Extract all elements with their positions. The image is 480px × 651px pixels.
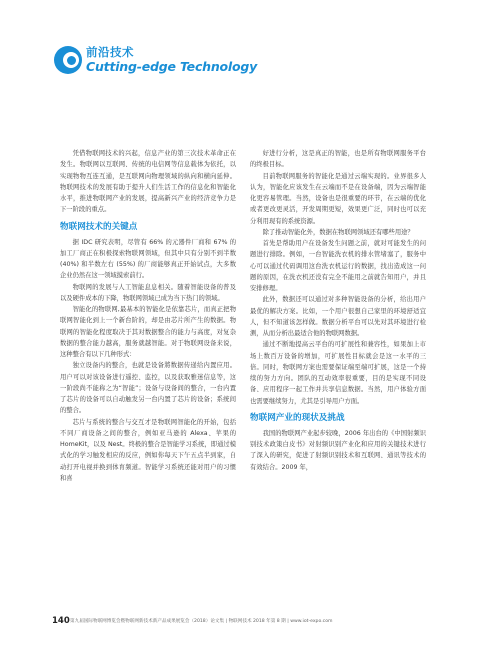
paragraph: 目前物联网服务的智能化是通过云端实现的。业界很多人认为，智能化应该发生在云端而不是在设备端，因为云端智能化更容易管理。当然，设备也是很重要的环节，在云端的优化或者更改更灵活，开发周期更短，效果更广泛，同时也可以充分利用现有的系统资源。 bbox=[250, 172, 426, 225]
section-heading: 物联网技术的关键点 bbox=[60, 221, 138, 232]
paragraph: 好进行分析，这是真正的智能，也是所有物联网服务平台的终极目标。 bbox=[250, 150, 426, 169]
paragraph: 据 IDC 研究表明，尽管有 66% 的元器件厂商和 67% 的加工厂商正在积极探索物联网领域，但其中只有分别不到半数 (40%) 和半数左右 (55%) 的厂商能够真正开始试点，大多数企业仍然在这一领域摸索前行。 bbox=[60, 238, 236, 280]
page-footer bbox=[52, 616, 452, 630]
section-heading: 物联网产业的现状及挑战 bbox=[250, 412, 345, 423]
page-number: 140 bbox=[52, 616, 70, 626]
running-footer: 第九届国际物联网博览会暨物联网新技术新产品成果展览会（2018）论文集 | 物联网技术 2018 年第 8 期 | www.iot-expo.com bbox=[70, 619, 333, 624]
section-logo-icon bbox=[54, 46, 82, 74]
paragraph: 芯片与系统的整合与交互才是物联网智能化的开始，包括不同厂商设备之间的整合，例如亚马逊的 Alexa、苹果的 HomeKit，以及 Nest。终极的整合是智能学习系统，即通过模式化的学习触发相应的反应，例如你每天下午五点半到家，自动打开电视并换到体育频道。智能学习系统还能对用户的习惯和喜 bbox=[60, 418, 236, 482]
paragraph: 此外，数据还可以通过对多种智能设备的分析，给出用户最优的解决方案。比如，一个用户很想自己家里的环境舒适宜人，但不知道该怎样做。数据分析平台可以先对其环境进行检测，从而分析出最适合他的物联网数据。 bbox=[250, 296, 426, 337]
paragraph: 智能化的物联网,最基本的智能化是依靠芯片，而真正把物联网智能化到上一个新台阶的，却是由芯片所产生的数据。物联网的智能化程度取决于其对数据整合的能力与高度，对复杂数据的整合能力越高，服务就越智能。对于物联网设备来说，这种整合有以下几种形式： bbox=[60, 306, 236, 358]
paragraph: 首先是帮助用户在设备发生问题之前，就对可能发生的问题进行排除。例如，一台智能洗衣机的排水管堵塞了，服务中心可以通过代码调用这台洗衣机运行的数据，找出造成这一问题的原因，在洗衣机还没有完全不能用之前就告知用户，并且安排修理。 bbox=[250, 240, 426, 292]
right-column bbox=[250, 148, 426, 473]
paragraph: 物联网的发展与人工智能息息相关。随着智能设备的普及以及硬件成本的下降，物联网领域已成为当下热门的领域。 bbox=[60, 283, 236, 302]
paragraph: 凭借物联网技术的兴起，信息产业的第三次技术革命正在发生。物联网以互联网、传统的电信网等信息载体为依托，以实现物物互连互通，是互联网向物理领域的纵向和横向延伸。物联网技术的发展有助于提升人们生活工作的信息化和智能化水平，推进物联网产业的发展，提高新兴产业的经济竞争力是下一阶段的重点。 bbox=[60, 150, 236, 214]
paragraph: 独立设备内的整合，也就是设备將数据传递给内置应用。用户可以对该设备进行遥控、监控，以及获取雅迷信息等，这一阶段尚不能称之为“智能”；设备与设备间的整合，一台内置了芯片的设备可以自动触发另一台内置了芯片的设备；系统间的整合。 bbox=[60, 362, 236, 415]
paragraph: 我国的物联网产业起步较晚，2006 年出台的《中国射频识别技术政策白皮书》对射频识别产业化和应用的关键技术进行了深入的研究，促进了射频识别技术和互联网、通讯等技术的有效结合。2009 年， bbox=[250, 429, 426, 471]
paragraph: 通过不断地提高云平台的可扩展性和兼容性，如果加上市场上数百万设备的增加，可扩展性目标就会是这一水平的三倍。同时，物联网方案也需要保证端至端可扩展，这是一个持续的努力方向。团队的互动效率很重要，目的是实现不同设备、应用程序一起工作并共享信息数据。当然，用户体验方面也需要继续努力，尤其是引导用户方面。 bbox=[250, 341, 426, 405]
section-title-en: Cutting-edge Technology bbox=[86, 59, 258, 74]
left-column bbox=[60, 148, 236, 484]
paragraph: 除了推动智能化外，数据在物联网领域还有哪些用途？ bbox=[262, 228, 414, 236]
section-title-cn: 前沿技术 bbox=[86, 45, 134, 59]
